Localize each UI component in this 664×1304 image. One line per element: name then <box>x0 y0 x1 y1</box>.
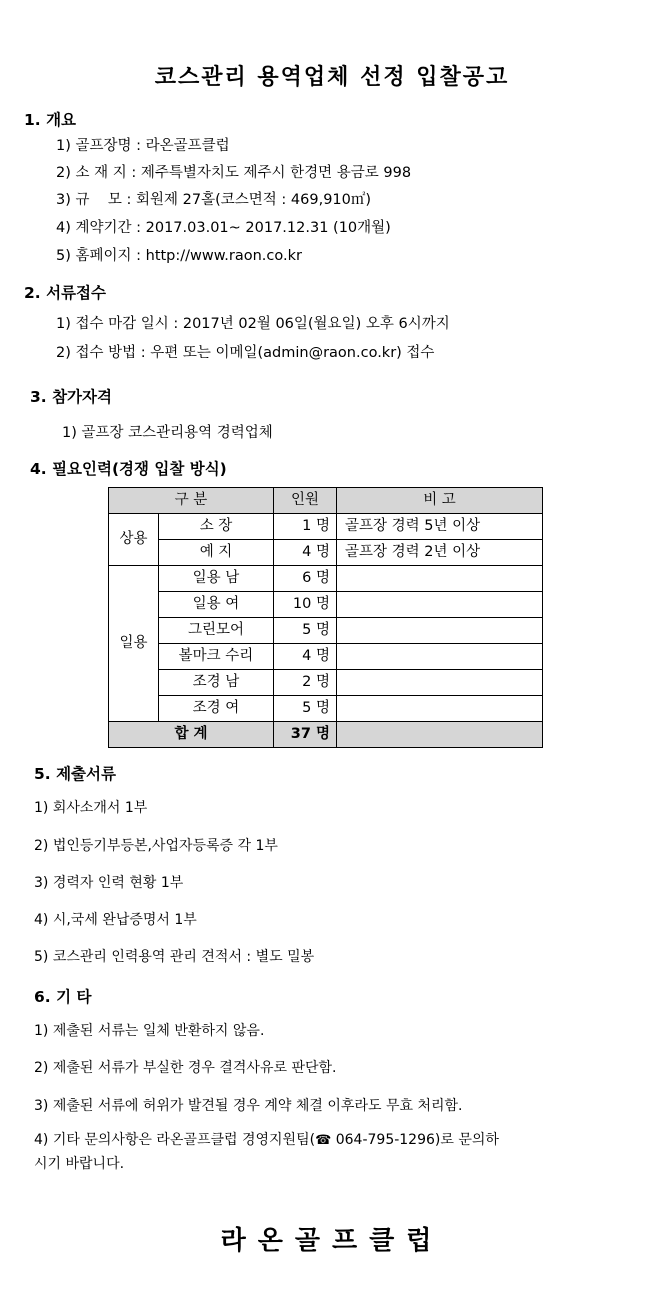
s5-item-2: 2) 법인등기부등본,사업자등록증 각 1부 <box>34 838 278 854</box>
header-note: 비 고 <box>337 488 543 514</box>
group-name: 일용 <box>109 566 159 722</box>
note-cell: 골프장 경력 5년 이상 <box>337 514 543 540</box>
s6-item-4-text-pre: 4) 기타 문의사항은 라온골프클럽 경영지원팀( <box>34 1132 316 1148</box>
role-cell: 일용 남 <box>159 566 274 592</box>
s2-item-1: 1) 접수 마감 일시 : 2017년 02월 06일(월요일) 오후 6시까지 <box>56 316 450 332</box>
section-6-heading: 6. 기 타 <box>34 988 92 1006</box>
note-cell <box>337 670 543 696</box>
s6-item-4-text-post: 064-795-1296)로 문의하 <box>331 1132 499 1148</box>
role-cell: 볼마크 수리 <box>159 644 274 670</box>
s6-item-4-line-2: 시기 바랍니다. <box>34 1156 125 1172</box>
table-row <box>109 670 543 696</box>
note-cell <box>337 696 543 722</box>
role-cell: 조경 여 <box>159 696 274 722</box>
page-title: 코스관리 용역업체 선정 입찰공고 <box>154 65 510 90</box>
role-cell: 일용 여 <box>159 592 274 618</box>
count-cell: 1 명 <box>274 514 337 540</box>
total-label: 합 계 <box>109 722 274 748</box>
s5-item-3: 3) 경력자 인력 현황 1부 <box>34 875 184 891</box>
total-note <box>337 722 543 748</box>
table-row <box>109 540 543 566</box>
group-name: 상용 <box>109 514 159 566</box>
section-4-heading: 4. 필요인력(경쟁 입찰 방식) <box>30 460 227 478</box>
s5-item-5: 5) 코스관리 인력용역 관리 견적서 : 별도 밀봉 <box>34 949 315 965</box>
total-count: 37 명 <box>274 722 337 748</box>
note-cell <box>337 618 543 644</box>
s1-item-1: 1) 골프장명 : 라온골프클럽 <box>56 138 230 154</box>
s6-item-4 <box>34 1129 499 1149</box>
count-cell: 5 명 <box>274 618 337 644</box>
table-row <box>109 566 543 592</box>
role-cell: 예 지 <box>159 540 274 566</box>
role-cell: 조경 남 <box>159 670 274 696</box>
note-cell <box>337 566 543 592</box>
s1-item-5: 5) 홈페이지 : http://www.raon.co.kr <box>56 248 302 264</box>
section-1-heading: 1. 개요 <box>24 111 77 129</box>
note-cell: 골프장 경력 2년 이상 <box>337 540 543 566</box>
section-3-heading: 3. 참가자격 <box>30 388 112 406</box>
phone-icon: ☎ <box>315 1133 332 1148</box>
table-row <box>109 696 543 722</box>
s1-item-4: 4) 계약기간 : 2017.03.01~ 2017.12.31 (10개월) <box>56 220 391 236</box>
section-2-heading: 2. 서류접수 <box>24 284 106 302</box>
s6-item-2: 2) 제출된 서류가 부실한 경우 결격사유로 판단함. <box>34 1060 337 1076</box>
count-cell: 5 명 <box>274 696 337 722</box>
s1-item-2: 2) 소 재 지 : 제주특별자치도 제주시 한경면 용금로 998 <box>56 165 412 181</box>
s3-item-1: 1) 골프장 코스관리용역 경력업체 <box>62 425 273 441</box>
count-cell: 4 명 <box>274 540 337 566</box>
section-5-heading: 5. 제출서류 <box>34 765 116 783</box>
club-name-footer: 라온골프클럽 <box>220 1226 444 1256</box>
count-cell: 6 명 <box>274 566 337 592</box>
role-cell: 그린모어 <box>159 618 274 644</box>
table-row <box>109 644 543 670</box>
header-category: 구 분 <box>109 488 274 514</box>
count-cell: 4 명 <box>274 644 337 670</box>
count-cell: 10 명 <box>274 592 337 618</box>
note-cell <box>337 592 543 618</box>
s2-item-2: 2) 접수 방법 : 우편 또는 이메일(admin@raon.co.kr) 접수 <box>56 345 435 361</box>
s6-item-1: 1) 제출된 서류는 일체 반환하지 않음. <box>34 1023 265 1039</box>
s5-item-4: 4) 시,국세 완납증명서 1부 <box>34 912 197 928</box>
table-header-row <box>109 488 543 514</box>
role-cell: 소 장 <box>159 514 274 540</box>
count-cell: 2 명 <box>274 670 337 696</box>
s6-item-3: 3) 제출된 서류에 허위가 발견될 경우 계약 체결 이후라도 무효 처리함. <box>34 1098 463 1114</box>
table-total-row <box>109 722 543 748</box>
table-row <box>109 592 543 618</box>
table-row <box>109 618 543 644</box>
s1-item-3: 3) 규 모 : 회원제 27홀(코스면적 : 469,910㎡) <box>56 192 372 208</box>
header-count: 인원 <box>274 488 337 514</box>
table-row <box>109 514 543 540</box>
note-cell <box>337 644 543 670</box>
s5-item-1: 1) 회사소개서 1부 <box>34 800 148 816</box>
staff-table <box>108 487 543 748</box>
